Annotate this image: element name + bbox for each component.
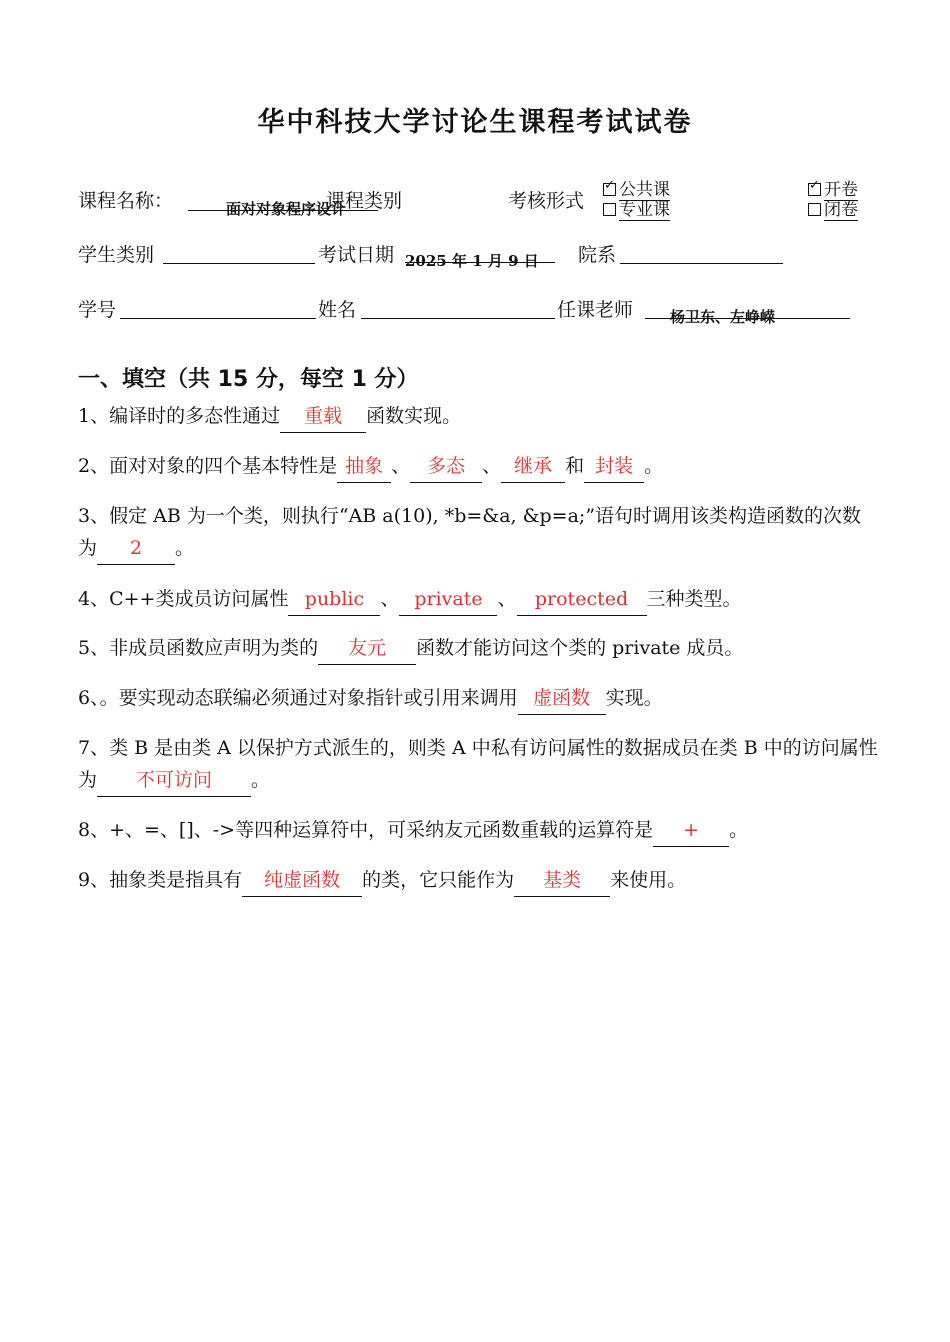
question-9: 9、抽象类是指具有 纯虚函数 的类，它只能作为 基类 来使用。 xyxy=(78,864,878,897)
department-line[interactable] xyxy=(620,263,783,264)
answer-blank[interactable]: 抽象 xyxy=(337,450,391,483)
teacher-value: 杨卫东、左峥嵘 xyxy=(670,308,776,326)
answer-blank[interactable]: 友元 xyxy=(318,632,416,665)
exam-form-label: 考核形式 xyxy=(508,190,585,212)
teacher-line xyxy=(645,318,850,319)
name-label: 姓名 xyxy=(318,299,357,321)
answer-blank[interactable]: 不可访问 xyxy=(97,764,251,797)
teacher-label: 任课老师 xyxy=(557,299,634,321)
answer-blank[interactable]: 虚函数 xyxy=(518,682,606,715)
student-type-label: 学生类别 xyxy=(78,244,155,266)
checked-box-icon xyxy=(808,183,821,196)
course-type-label: 课程类别 xyxy=(326,190,403,212)
answer-blank[interactable]: 封装 xyxy=(584,450,644,483)
question-8: 8、+、=、[]、->等四种运算符中，可采纳友元函数重载的运算符是 + 。 xyxy=(78,814,878,847)
checkbox-icon xyxy=(603,203,616,216)
question-7: 7、类 B 是由类 A 以保护方式派生的，则类 A 中私有访问属性的数据成员在类 B 中的访问属性为 不可访问 。 xyxy=(78,732,878,797)
student-id-line[interactable] xyxy=(120,318,316,319)
department-label: 院系 xyxy=(578,244,617,266)
checked-box-icon xyxy=(603,183,616,196)
answer-blank[interactable]: 2 xyxy=(97,532,175,565)
question-1: 1、编译时的多态性通过 重载 函数实现。 xyxy=(78,400,878,433)
question-2: 2、面对对象的四个基本特性是 抽象 、 多态 、 继承 和 封装 。 xyxy=(78,450,878,483)
exam-title: 华中科技大学讨论生课程考试试卷 xyxy=(257,107,693,138)
option-public-course[interactable]: ✓ 公共课 xyxy=(603,180,670,200)
checkbox-icon xyxy=(808,203,821,216)
student-id-label: 学号 xyxy=(78,299,117,321)
student-type-line[interactable] xyxy=(163,263,315,264)
option-open-book[interactable]: ✓开卷 xyxy=(808,180,858,200)
option-major-course[interactable]: 专业课 xyxy=(603,200,670,220)
answer-blank[interactable]: 继承 xyxy=(501,450,565,483)
question-3: 3、假定 AB 为一个类，则执行“AB a(10), *b=&a, &p=a;”语句时调用该类构造函数的次数为 2 。 xyxy=(78,500,878,565)
question-4: 4、C++类成员访问属性 public 、 private 、 protected 三种类型。 xyxy=(78,583,878,616)
option-closed-book[interactable]: 闭卷 xyxy=(808,200,858,220)
question-5: 5、非成员函数应声明为类的 友元 函数才能访问这个类的 private 成员。 xyxy=(78,632,878,665)
name-line[interactable] xyxy=(361,318,555,319)
answer-blank[interactable]: 多态 xyxy=(410,450,482,483)
exam-date-value: 2025 年 1 月 9 日 xyxy=(405,252,539,270)
answer-blank[interactable]: public xyxy=(288,583,380,616)
section-fill-in-title: 一、填空（共 15 分，每空 1 分） xyxy=(78,367,419,392)
answer-blank[interactable]: + xyxy=(653,814,729,847)
answer-blank[interactable]: private xyxy=(399,583,497,616)
course-name-value: 面对对象程序设计 xyxy=(226,200,347,218)
answer-blank[interactable]: 基类 xyxy=(514,864,610,897)
answer-blank[interactable]: 重载 xyxy=(280,400,366,433)
course-name-label: 课程名称： xyxy=(78,190,174,212)
answer-blank[interactable]: 纯虚函数 xyxy=(242,864,362,897)
answer-blank[interactable]: protected xyxy=(517,583,647,616)
question-6: 6、。要实现动态联编必须通过对象指针或引用来调用 虚函数 实现。 xyxy=(78,682,878,715)
exam-date-label: 考试日期 xyxy=(318,244,395,266)
exam-date-line xyxy=(405,262,555,263)
